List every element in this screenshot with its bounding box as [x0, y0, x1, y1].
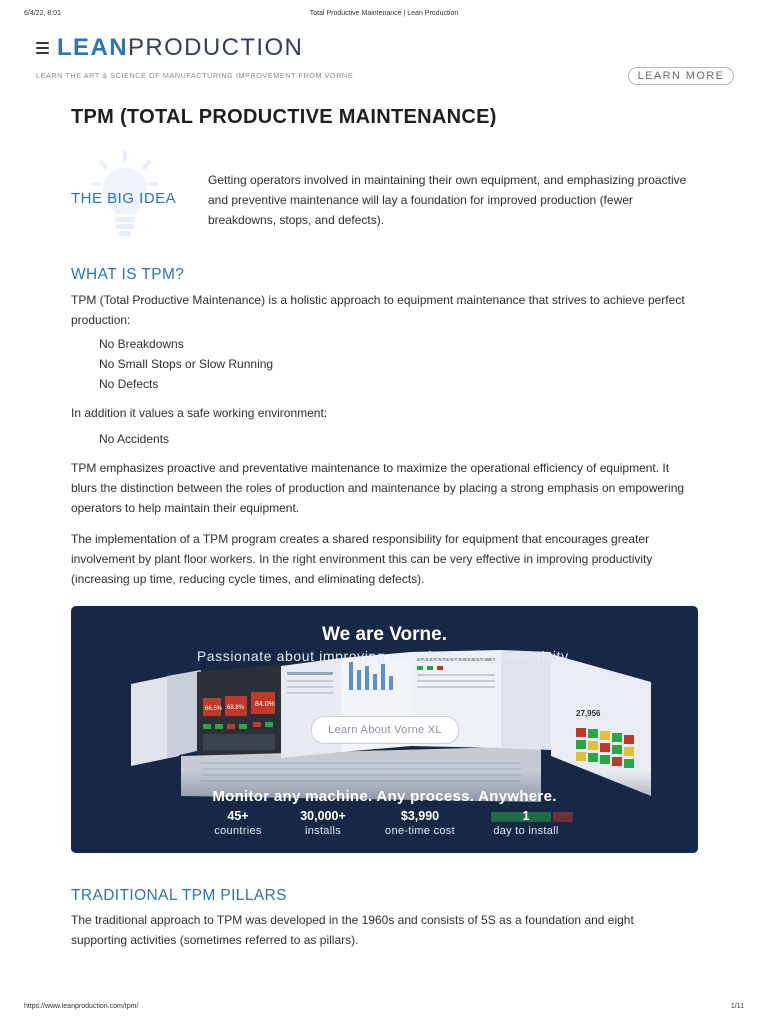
stat-label: installs — [304, 825, 342, 837]
stat-installs — [287, 809, 359, 838]
big-idea-text: Getting operators involved in maintaining their own equipment, and emphasizing proactive and preventive maintenance will lay a foundation for improved production (fewer breakdowns, stops, and defects). — [208, 173, 687, 227]
big-idea-heading: THE BIG IDEA — [71, 190, 177, 207]
list-item: No Defects — [99, 377, 159, 391]
banner-subtitle: Passionate about improving manufacturing productivity. — [196, 648, 573, 664]
print-date: 6/4/22, 8:01 — [24, 10, 61, 17]
stat-number: 30,000+ — [300, 809, 346, 823]
readout-4: 27,956 — [576, 709, 601, 718]
list-item: No Breakdowns — [99, 337, 184, 351]
site-logo[interactable] — [57, 34, 303, 62]
tpm-paragraph-1: TPM emphasizes proactive and preventative maintenance to maximize the operational efficiency of equipment. It blurs the distinction between the roles of production and maintenance by placing a strong emphasis on empowering operators to help maintain their equipment. — [71, 461, 685, 515]
print-url: https://www.leanproduction.com/tpm/ — [24, 1003, 139, 1010]
print-page-number: 1/11 — [730, 1003, 744, 1010]
stat-number: 45+ — [227, 809, 249, 823]
stat-label: day to install — [493, 825, 559, 837]
stat-label: one-time cost — [385, 825, 455, 837]
tpm-paragraph-2: The implementation of a TPM program creates a shared responsibility for equipment that encourages greater involvement by plant floor workers. In the right environment this can be very effective in improving productivity (increasing up time, reducing cycle times, and eliminating defects). — [71, 532, 653, 586]
stat-countries — [208, 809, 268, 838]
list-item: No Small Stops or Slow Running — [99, 357, 274, 371]
site-header — [36, 34, 734, 84]
stat-install-time — [483, 809, 569, 838]
readout-3: 84.0% — [255, 701, 275, 708]
readout-2: 68.8% — [227, 705, 245, 711]
site-tagline: LEARN THE ART & SCIENCE OF MANUFACTURING IMPROVEMENT FROM VORNE — [36, 71, 354, 80]
hamburger-menu-icon[interactable] — [36, 42, 49, 54]
vorne-banner[interactable] — [71, 606, 698, 853]
banner-title: We are Vorne. — [322, 624, 447, 645]
stat-cost — [375, 809, 465, 838]
tpm-pillars-heading: TRADITIONAL TPM PILLARS — [71, 887, 287, 904]
safety-intro: In addition it values a safe working environment: — [71, 406, 328, 420]
learn-about-vorne-button[interactable]: Learn About Vorne XL — [311, 716, 459, 744]
list-item: No Accidents — [99, 432, 170, 446]
stat-number: $3,990 — [400, 809, 440, 823]
big-idea-box — [71, 150, 691, 250]
stat-label: countries — [214, 825, 262, 837]
print-page-title: Total Productive Maintenance | Lean Production — [309, 10, 459, 17]
page-title: TPM (TOTAL PRODUCTIVE MAINTENANCE) — [71, 106, 497, 128]
what-is-tpm-heading: WHAT IS TPM? — [71, 266, 185, 283]
learn-more-button[interactable]: LEARN MORE — [628, 67, 734, 85]
tpm-pillars-text: The traditional approach to TPM was developed in the 1960s and consists of 5S as a foundation and eight supporting activities (sometimes referred to as pillars). — [71, 913, 634, 947]
logo-lean-text: LEAN — [57, 34, 128, 61]
readout-1: 66.5% — [205, 706, 223, 712]
banner-tagline: Monitor any machine. Any process. Anywhere. — [212, 788, 557, 805]
what-is-tpm-intro: TPM (Total Productive Maintenance) is a holistic approach to equipment maintenance that strives to achieve perfect production: — [71, 293, 685, 327]
stat-number: 1 — [522, 809, 530, 823]
logo-production-text: PRODUCTION — [127, 34, 304, 61]
